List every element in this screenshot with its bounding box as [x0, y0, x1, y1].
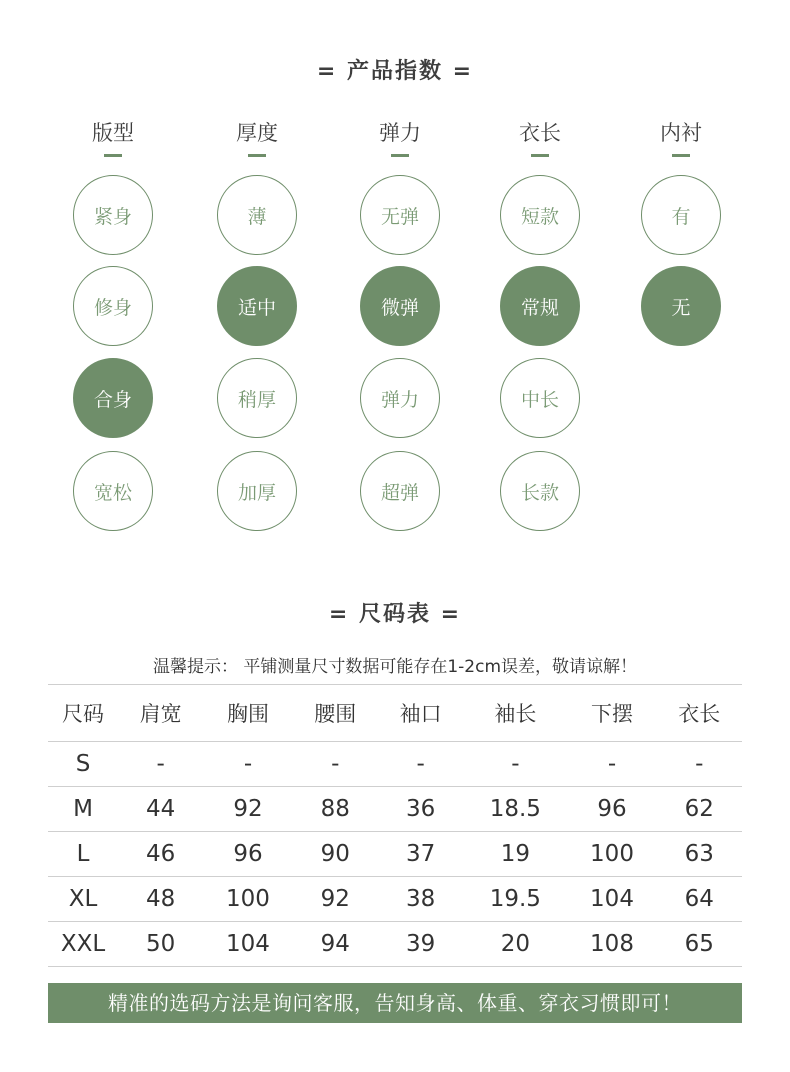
size-label-cell: S — [48, 742, 118, 787]
index-option-unselected: 有 — [641, 175, 721, 255]
column-header: 袖口 — [378, 685, 463, 742]
measurement-cell: 19.5 — [463, 877, 567, 922]
index-option-selected: 合身 — [73, 358, 153, 438]
measurement-cell: 96 — [567, 787, 656, 832]
measurement-cell: 50 — [118, 922, 203, 967]
measurement-cell: 37 — [378, 832, 463, 877]
index-option-unselected: 中长 — [500, 358, 580, 438]
section-title-product-index: = 产品指数 = — [316, 59, 474, 84]
measurement-cell: 96 — [203, 832, 292, 877]
table-row — [48, 832, 742, 877]
size-label-cell: L — [48, 832, 118, 877]
measurement-cell: 46 — [118, 832, 203, 877]
measurement-cell: 62 — [657, 787, 742, 832]
column-header: 胸围 — [203, 685, 292, 742]
index-column-label: 内衬 — [660, 121, 702, 145]
measurement-cell: - — [118, 742, 203, 787]
column-header: 袖长 — [463, 685, 567, 742]
index-column-label: 衣长 — [519, 121, 561, 145]
size-label-cell: XXL — [48, 922, 118, 967]
index-column-2 — [350, 118, 450, 157]
measurement-cell: - — [293, 742, 378, 787]
index-option-unselected: 超弹 — [360, 451, 440, 531]
index-option-unselected: 无弹 — [360, 175, 440, 255]
measurement-cell: 88 — [293, 787, 378, 832]
column-underline — [391, 154, 409, 157]
index-option-unselected: 紧身 — [73, 175, 153, 255]
index-option-unselected: 弹力 — [360, 358, 440, 438]
measurement-cell: 104 — [567, 877, 656, 922]
column-header: 下摆 — [567, 685, 656, 742]
measurement-cell: 64 — [657, 877, 742, 922]
index-option-selected: 适中 — [217, 266, 297, 346]
table-row — [48, 787, 742, 832]
column-header: 腰围 — [293, 685, 378, 742]
index-option-unselected: 稍厚 — [217, 358, 297, 438]
measurement-tip: 温馨提示： 平铺测量尺寸数据可能存在1-2cm误差，敬请谅解！ — [152, 657, 638, 677]
measurement-cell: - — [378, 742, 463, 787]
index-option-unselected: 长款 — [500, 451, 580, 531]
measurement-cell: 100 — [203, 877, 292, 922]
measurement-cell: 38 — [378, 877, 463, 922]
measurement-cell: 44 — [118, 787, 203, 832]
index-column-label: 弹力 — [379, 121, 421, 145]
column-header: 衣长 — [657, 685, 742, 742]
index-option-selected: 无 — [641, 266, 721, 346]
column-header: 肩宽 — [118, 685, 203, 742]
index-option-unselected: 宽松 — [73, 451, 153, 531]
measurement-cell: 92 — [203, 787, 292, 832]
measurement-cell: - — [567, 742, 656, 787]
measurement-cell: 65 — [657, 922, 742, 967]
measurement-cell: 108 — [567, 922, 656, 967]
size-label-cell: XL — [48, 877, 118, 922]
column-underline — [531, 154, 549, 157]
index-column-3 — [490, 118, 590, 157]
table-row — [48, 742, 742, 787]
size-label-cell: M — [48, 787, 118, 832]
index-option-unselected: 修身 — [73, 266, 153, 346]
index-column-1 — [207, 118, 307, 157]
measurement-cell: - — [657, 742, 742, 787]
index-option-selected: 常规 — [500, 266, 580, 346]
column-underline — [248, 154, 266, 157]
measurement-cell: 63 — [657, 832, 742, 877]
index-column-4 — [631, 118, 731, 157]
size-table-header-row — [48, 685, 742, 742]
measurement-cell: 36 — [378, 787, 463, 832]
measurement-cell: 39 — [378, 922, 463, 967]
footer-banner: 精准的选码方法是询问客服，告知身高、体重、穿衣习惯即可！ — [48, 983, 742, 1023]
measurement-cell: 90 — [293, 832, 378, 877]
index-column-label: 版型 — [92, 121, 134, 145]
table-row — [48, 877, 742, 922]
column-underline — [104, 154, 122, 157]
measurement-cell: 20 — [463, 922, 567, 967]
column-underline — [672, 154, 690, 157]
measurement-cell: - — [463, 742, 567, 787]
size-chart-table — [48, 684, 742, 967]
measurement-cell: 94 — [293, 922, 378, 967]
measurement-cell: 19 — [463, 832, 567, 877]
table-row — [48, 922, 742, 967]
index-column-label: 厚度 — [236, 121, 278, 145]
index-column-0 — [63, 118, 163, 157]
measurement-cell: 48 — [118, 877, 203, 922]
column-header: 尺码 — [48, 685, 118, 742]
index-option-unselected: 薄 — [217, 175, 297, 255]
measurement-cell: 104 — [203, 922, 292, 967]
measurement-cell: 92 — [293, 877, 378, 922]
index-option-selected: 微弹 — [360, 266, 440, 346]
section-title-size-chart: = 尺码表 = — [328, 602, 462, 627]
index-option-unselected: 短款 — [500, 175, 580, 255]
measurement-cell: - — [203, 742, 292, 787]
measurement-cell: 18.5 — [463, 787, 567, 832]
index-option-unselected: 加厚 — [217, 451, 297, 531]
measurement-cell: 100 — [567, 832, 656, 877]
